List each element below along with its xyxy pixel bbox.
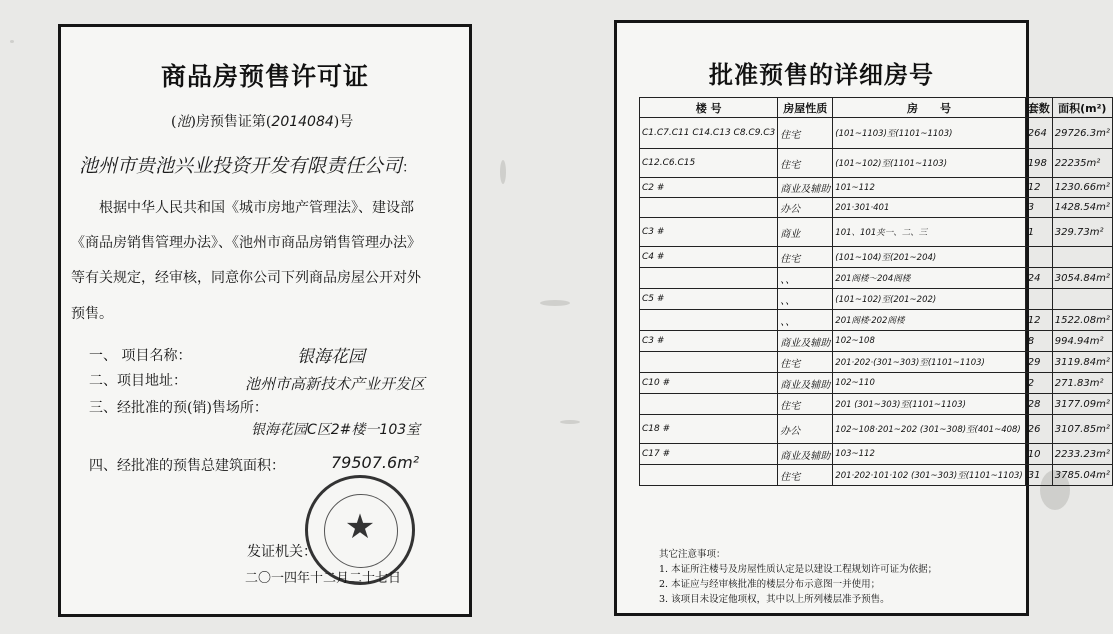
count-cell: 1 [1025, 218, 1052, 247]
area-cell [1052, 289, 1112, 310]
type-cell: 住宅 [778, 352, 833, 373]
cert-number-handwritten: 2014084 [271, 114, 334, 130]
type-cell: 商业 [778, 218, 833, 247]
type-cell: 商业及辅助 [778, 444, 833, 465]
note-2: 2. 本证应与经审核批准的楼层分布示意图一并使用； [659, 579, 881, 590]
area-cell [1052, 247, 1112, 268]
rooms-cell: 101~112 [833, 178, 1025, 198]
count-cell: 26 [1025, 415, 1052, 444]
type-cell: 、、 [778, 289, 833, 310]
rooms-cell: 102~108·201~202 (301~308)至(401~408) [833, 415, 1025, 444]
type-cell: 办公 [778, 198, 833, 218]
area-cell: 1230.66m² [1052, 178, 1112, 198]
building-cell [640, 394, 778, 415]
approved-room-details [614, 20, 1110, 616]
table-row [640, 415, 1113, 444]
table-row [640, 118, 1113, 149]
rooms-cell: 201·301·401 [833, 198, 1025, 218]
table-row [640, 289, 1113, 310]
area-cell: 329.73m² [1052, 218, 1112, 247]
table-row [640, 394, 1113, 415]
area-cell: 3054.84m² [1052, 268, 1112, 289]
table-row [640, 331, 1113, 352]
building-cell: C10 # [640, 373, 778, 394]
company-name: 池州市贵池兴业投资开发有限责任公司： [79, 155, 417, 177]
building-cell: C4 # [640, 247, 778, 268]
type-cell: 商业及辅助 [778, 178, 833, 198]
building-cell: C12.C6.C15 [640, 149, 778, 178]
table-row [640, 178, 1113, 198]
building-cell: C17 # [640, 444, 778, 465]
header-area: 面积(m²) [1052, 98, 1112, 118]
total-area-label: 四、经批准的预售总建筑面积： [89, 458, 285, 474]
area-cell: 994.94m² [1052, 331, 1112, 352]
table-row [640, 444, 1113, 465]
count-cell: 198 [1025, 149, 1052, 178]
certificate-number: (池)房预售证第(2014084)号 [171, 114, 354, 130]
header-type: 房屋性质 [778, 98, 833, 118]
count-cell: 2 [1025, 373, 1052, 394]
type-cell: 、、 [778, 310, 833, 331]
body-line-1: 根据中华人民共和国《城市房地产管理法》、建设部 [99, 200, 414, 216]
count-cell [1025, 247, 1052, 268]
area-cell: 3785.04m² [1052, 465, 1112, 486]
seal-star-icon: ★ [344, 507, 376, 547]
count-cell: 264 [1025, 118, 1052, 149]
rooms-cell: 201阁楼·202阁楼 [833, 310, 1025, 331]
area-cell: 2233.23m² [1052, 444, 1112, 465]
rooms-cell: 103~112 [833, 444, 1025, 465]
building-cell: C3 # [640, 331, 778, 352]
table-row [640, 218, 1113, 247]
rooms-cell: 102~110 [833, 373, 1025, 394]
project-name-label: 一、 项目名称： [89, 348, 192, 364]
rooms-cell: 201阁楼～204阁楼 [833, 268, 1025, 289]
building-cell: C18 # [640, 415, 778, 444]
building-cell [640, 310, 778, 331]
count-cell: 10 [1025, 444, 1052, 465]
rooms-cell: 201·202·(301~303)至(1101~1103) [833, 352, 1025, 373]
header-rooms: 房 号 [833, 98, 1025, 118]
area-cell: 271.83m² [1052, 373, 1112, 394]
sales-location-value: 银海花园C区2#楼一103室 [251, 422, 421, 438]
header-count: 套数 [1025, 98, 1052, 118]
type-cell: 商业及辅助 [778, 331, 833, 352]
area-cell: 3177.09m² [1052, 394, 1112, 415]
notes-section [659, 547, 937, 607]
issue-date: 二〇一四年十二月二十七日 [245, 571, 402, 586]
type-cell: 住宅 [778, 247, 833, 268]
building-cell: C1.C7.C11 C14.C13 C8.C9.C3 [640, 118, 778, 149]
table-row [640, 352, 1113, 373]
rooms-cell: 201·202·101·102 (301~303)至(1101~1103) [833, 465, 1025, 486]
details-title: 批准预售的详细房号 [709, 61, 934, 89]
count-cell: 12 [1025, 178, 1052, 198]
table-row [640, 310, 1113, 331]
area-cell: 3107.85m² [1052, 415, 1112, 444]
body-line-2: 《商品房销售管理办法》、《池州市商品房销售管理办法》 [71, 235, 421, 251]
count-cell: 29 [1025, 352, 1052, 373]
certificate-title: 商品房预售许可证 [160, 62, 369, 91]
count-cell: 31 [1025, 465, 1052, 486]
building-cell [640, 465, 778, 486]
table-row [640, 268, 1113, 289]
note-1: 1. 本证所注楼号及房屋性质认定是以建设工程规划许可证为依据； [659, 564, 938, 575]
header-building: 楼 号 [640, 98, 778, 118]
building-cell [640, 352, 778, 373]
cert-prefix-handwritten: 池 [176, 114, 191, 130]
type-cell: 、、 [778, 268, 833, 289]
type-cell: 商业及辅助 [778, 373, 833, 394]
area-cell: 29726.3m² [1052, 118, 1112, 149]
issuing-authority-label: 发证机关： [247, 544, 317, 560]
project-name-value: 银海花园 [297, 347, 365, 367]
count-cell: 28 [1025, 394, 1052, 415]
notes-title: 其它注意事项： [659, 549, 726, 560]
project-address-value: 池州市高新技术产业开发区 [245, 375, 426, 393]
table-row [640, 373, 1113, 394]
room-table-body [640, 118, 1113, 486]
count-cell: 8 [1025, 331, 1052, 352]
area-cell: 1428.54m² [1052, 198, 1112, 218]
rooms-cell: (101~102)至(1101~1103) [833, 149, 1025, 178]
presale-permit-certificate [58, 24, 472, 617]
building-cell: C5 # [640, 289, 778, 310]
rooms-cell: 102~108 [833, 331, 1025, 352]
count-cell [1025, 289, 1052, 310]
rooms-cell: 201 (301~303)至(1101~1103) [833, 394, 1025, 415]
area-cell: 1522.08m² [1052, 310, 1112, 331]
type-cell: 住宅 [778, 149, 833, 178]
rooms-cell: (101~102)至(201~202) [833, 289, 1025, 310]
type-cell: 住宅 [778, 394, 833, 415]
project-address-label: 二、项目地址： [89, 373, 187, 389]
type-cell: 住宅 [778, 465, 833, 486]
area-cell: 3119.84m² [1052, 352, 1112, 373]
body-line-4: 预售。 [71, 306, 113, 322]
sales-location-label: 三、经批准的预(销)售场所： [89, 400, 268, 416]
total-area-value: 79507.6m² [331, 453, 420, 472]
area-cell: 22235m² [1052, 149, 1112, 178]
table-row [640, 465, 1113, 486]
room-table [639, 97, 1113, 486]
building-cell [640, 268, 778, 289]
building-cell: C2 # [640, 178, 778, 198]
type-cell: 住宅 [778, 118, 833, 149]
count-cell: 24 [1025, 268, 1052, 289]
rooms-cell: (101~1103)至(1101~1103) [833, 118, 1025, 149]
note-3: 3. 该项目未设定他项权，其中以上所列楼层准予预售。 [659, 594, 890, 605]
table-row [640, 247, 1113, 268]
type-cell: 办公 [778, 415, 833, 444]
table-row [640, 149, 1113, 178]
building-cell: C3 # [640, 218, 778, 247]
building-cell [640, 198, 778, 218]
rooms-cell: 101、101夹一、二、三 [833, 218, 1025, 247]
rooms-cell: (101~104)至(201~204) [833, 247, 1025, 268]
count-cell: 12 [1025, 310, 1052, 331]
body-line-3: 等有关规定，经审核，同意你公司下列商品房屋公开对外 [71, 270, 421, 286]
table-header-row [640, 98, 1113, 118]
table-row [640, 198, 1113, 218]
count-cell: 3 [1025, 198, 1052, 218]
